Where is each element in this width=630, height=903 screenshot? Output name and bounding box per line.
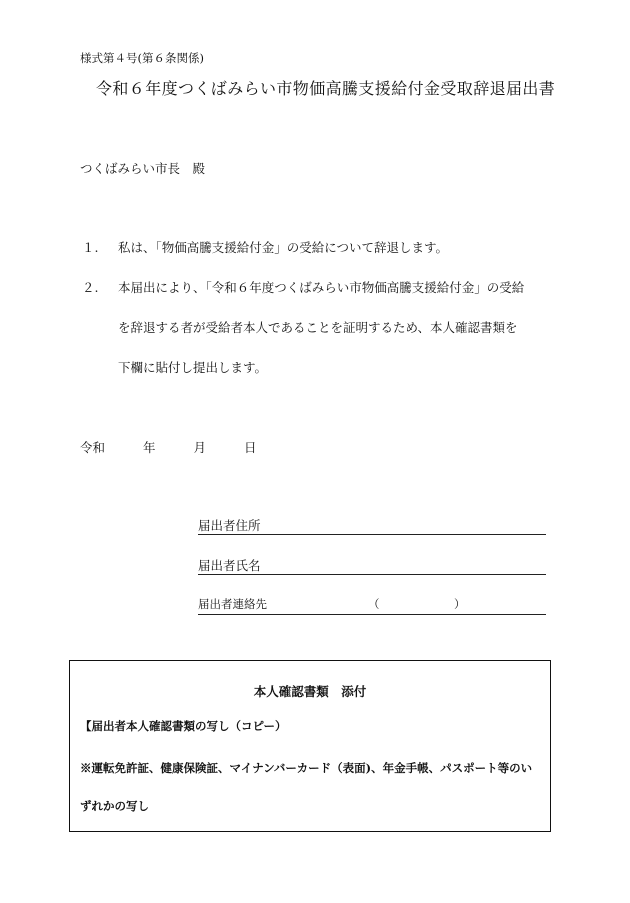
contact-field[interactable] — [198, 596, 546, 615]
date-year: 年 — [142, 440, 156, 455]
address-label: 届出者住所 — [198, 518, 261, 533]
item-text: 本届出により、「令和６年度つくばみらい市物価高騰支援給付金」の受給 — [118, 280, 525, 295]
addressee: つくばみらい市長 殿 — [80, 161, 206, 176]
id-document-box — [69, 660, 551, 832]
paren-close: ） — [454, 597, 466, 611]
item-text: 下欄に貼付し提出します。 — [118, 360, 268, 375]
item-text: 私は、「物価高騰支援給付金」の受給について辞退します。 — [118, 240, 449, 255]
form-number: 様式第４号(第６条関係) — [80, 51, 204, 65]
date-era: 令和 — [80, 440, 106, 455]
document-title: 令和６年度つくばみらい市物価高騰支援給付金受取辞退届出書 — [96, 79, 556, 98]
name-field[interactable] — [198, 556, 546, 575]
contact-label: 届出者連絡先 — [198, 597, 267, 611]
item-text: を辞退する者が受給者本人であることを証明するため、本人確認書類を — [118, 320, 518, 335]
id-box-line: ※運転免許証、健康保険証、マイナンバーカード（表面)、年金手帳、パスポート等のい — [80, 761, 533, 775]
id-box-line: 【届出者本人確認書類の写し（コピー） — [80, 719, 287, 733]
name-label: 届出者氏名 — [198, 558, 261, 573]
address-field[interactable] — [198, 516, 546, 535]
date-month: 月 — [193, 440, 206, 455]
id-box-title: 本人確認書類 添付 — [253, 684, 367, 699]
id-box-line: ずれかの写し — [80, 799, 149, 813]
date-line — [80, 438, 256, 456]
date-day: 日 — [243, 440, 257, 455]
paren-open: （ — [368, 597, 380, 611]
item-number: １. — [82, 240, 99, 255]
item-number: ２. — [82, 280, 99, 295]
